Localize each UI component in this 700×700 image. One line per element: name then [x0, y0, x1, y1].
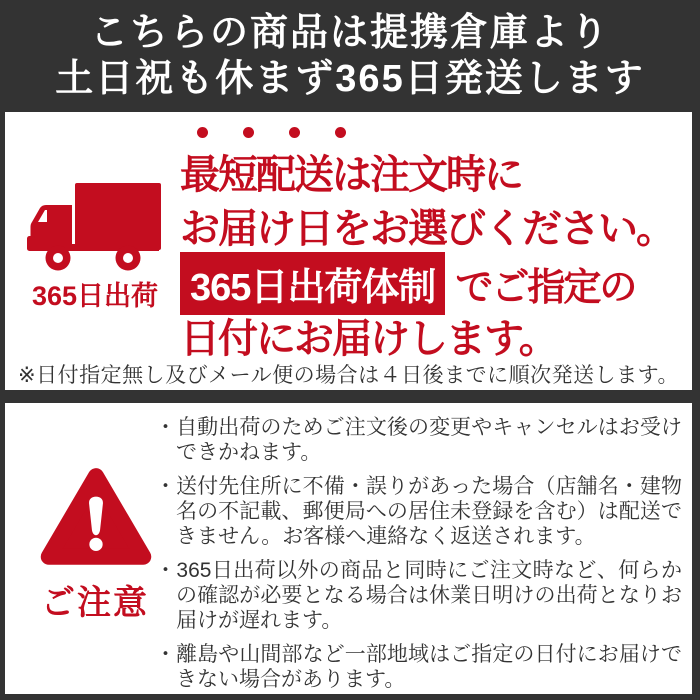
highlight-suffix: でご指定の — [455, 267, 636, 309]
ship-365-badge-label: 365日出荷 — [31, 281, 159, 311]
headline-line-3b: 日付にお届けします。 — [180, 317, 557, 361]
banner-line-1: こちらの商品は提携倉庫より — [89, 12, 610, 54]
emphasis-dot — [335, 127, 346, 138]
caution-item: ・ 離島や山間部など一部地域はご指定の日付にお届けできない場合があります。 — [155, 642, 682, 692]
emphasis-dot — [197, 127, 208, 138]
highlight-box-365-shipping: 365日出荷体制 — [180, 252, 445, 315]
headline-line-3a — [180, 252, 635, 315]
caution-label: ご注意 — [41, 584, 149, 622]
caution-panel — [5, 403, 692, 694]
headline-line-2: お届け日をお選びください。 — [180, 207, 674, 251]
headline-line-1: 最短配送は注文時に — [180, 153, 522, 197]
shipping-panel — [5, 112, 692, 390]
shipping-note: ※日付指定無し及びメール便の場合は４日後までに順次発送します。 — [18, 364, 679, 387]
delivery-truck-icon — [23, 178, 167, 278]
caution-item: ・ 自動出荷のためご注文後の変更やキャンセルはお受けできかねます。 — [155, 415, 682, 465]
caution-item: ・ 365日出荷以外の商品と同時にご注文時など、何らかの確認が必要となる場合は休業日明けの出荷となりお届けが遅れます。 — [155, 558, 682, 633]
banner-line-2: 土日祝も休まず365日発送します — [55, 58, 645, 100]
emphasis-dot — [289, 127, 300, 138]
top-banner — [0, 0, 700, 112]
emphasis-dot — [243, 127, 254, 138]
caution-item: ・ 送付先住所に不備・誤りがあった場合（店舗名・建物名の不記載、郵便局への居住未登録を含む）は配送できません。お客様へ連絡なく返送されます。 — [155, 474, 682, 549]
warning-triangle-icon — [37, 461, 155, 573]
